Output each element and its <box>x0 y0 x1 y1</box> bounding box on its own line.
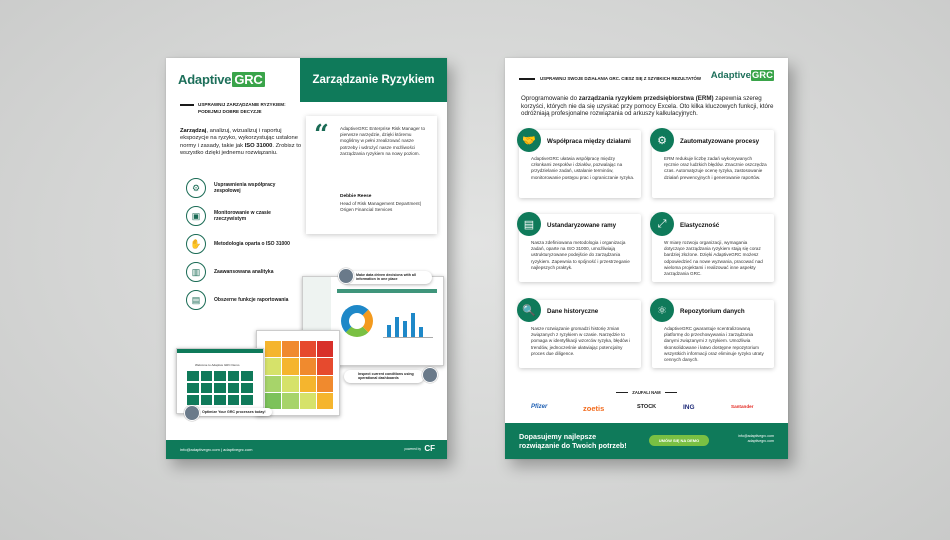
footer-contact: info@adaptivegrc.com adaptivegrc.com <box>738 434 774 443</box>
footer-headline: Dopasujemy najlepsze rozwiązanie do Twoich potrzeb! <box>519 432 627 450</box>
adaptivegrc-logo: AdaptiveGRC <box>710 70 773 81</box>
feature-item: ✋ Metodologia oparta o ISO 31000 <box>186 234 294 254</box>
feature-item: ▥ Zaawansowana analityka <box>186 262 294 282</box>
santander-logo: Santander <box>731 404 754 409</box>
analytics-icon: ▥ <box>186 262 206 282</box>
left-footer: info@adaptivegrc.com | adaptivegrc.com powered by CF <box>166 440 447 459</box>
avatar <box>184 405 200 421</box>
callout-tag: Make data driven decisions with all information in one place <box>342 271 432 284</box>
chart-icon: ▤ <box>517 212 541 236</box>
feature-item: ▣ Monitorowanie w czasie rzeczywistym <box>186 206 294 226</box>
ing-logo: ING <box>683 404 695 411</box>
report-icon: ▤ <box>186 290 206 310</box>
gears-icon: ⚙ <box>186 178 206 198</box>
section-kicker: USPRAWNIJ SWOJE DZIAŁANIA GRC. CIESZ SIĘ Z SZYBKICH REZULTATÓW <box>519 76 701 81</box>
intro-paragraph: Oprogramowanie do zarządzania ryzykiem przedsiębiorstwa (ERM) zapewnia szereg korzyści, których nie da się uzyskać przy pomocy Excela. Oto kilka kluczowych funkcji, które odróżniają profesjonalne rozwiązania od arkuszy kalkulacyjnych. <box>521 95 774 118</box>
feature-card: 🤝 Współpraca między działami AdaptiveGRC ułatwia współpracę między członkami zespołów i działów, pozwalając na przydzielanie zadań, ustalanie terminów, monitorowanie postępu prac i ograniczanie ryzyka. <box>519 130 641 198</box>
hand-chart-icon: ✋ <box>186 234 206 254</box>
cf-logo: CF <box>424 444 435 453</box>
avatar <box>422 367 438 383</box>
section-kicker: USPRAWNIJ ZARZĄDZANIE RYZYKIEM: PODEJMIJ DOBRE DECYZJE <box>180 102 286 115</box>
adaptivegrc-logo: Adaptive GRC <box>178 72 263 87</box>
callout-tag: Inspect current conditions using operational dashboards <box>344 370 424 383</box>
right-flyer-page <box>505 58 788 459</box>
page-title-banner: Zarządzanie Ryzykiem <box>300 58 447 102</box>
zoetis-logo: zoetis <box>583 404 605 413</box>
welcome-screenshot: Welcome to Adaptive GRC Demo <box>176 348 264 414</box>
stock-logo: STOCK <box>637 404 657 410</box>
feature-item: ⚙ Usprawnienia współpracy zespołowej <box>186 178 294 198</box>
network-icon: ⚛ <box>650 298 674 322</box>
feature-card: ⚛ Repozytorium danych AdaptiveGRC gwarantuje scentralizowaną platformę do przechowywania i zarządzania danymi związanymi z ryzykiem. Umożliwia skonsolidowane i łatwo dostępne repozytorium wszystkich informacji oraz eliminuje ryzyko utraty cennych danych. <box>652 300 774 368</box>
pfizer-logo: Pfizer <box>531 404 548 410</box>
trusted-heading: ZAUFALI NAM <box>505 390 788 395</box>
right-footer <box>505 423 788 459</box>
quote-mark-icon: “ <box>314 120 329 150</box>
feature-card: ⚙ Zautomatyzowane procesy ERM redukuje liczbę zadań wykonywanych ręcznie oraz ludzkich błędów. Znacznie oszczędza czas. Automatyzuje ocenę ryzyka, zastosowanie działań prewencyjnych i generowanie raportów. <box>652 130 774 198</box>
handshake-icon: 🤝 <box>517 128 541 152</box>
feature-card: ▤ Ustandaryzowane ramy Nasza zdefiniowana metodologia i organizacja zadań, oparte na ISO 31000, umożliwiają ustrukturyzowane podejście do zarządzania ryzykiem. Zapewnia to spójność i przestrzeganie najlepszych praktyk. <box>519 214 641 282</box>
testimonial-role: Head of Risk Management Department| Origen Financial Services <box>340 201 421 213</box>
monitor-icon: ▣ <box>186 206 206 226</box>
book-demo-button[interactable]: UMÓW SIĘ NA DEMO <box>649 435 709 446</box>
left-flyer-page <box>166 58 447 459</box>
magnifier-icon: 🔍 <box>517 298 541 322</box>
expand-icon: ⤢ <box>650 212 674 236</box>
testimonial-name: Debbie Reese <box>340 194 372 199</box>
gear-icon: ⚙ <box>650 128 674 152</box>
callout-tag: Optimize Your GRC processes today! <box>188 408 272 416</box>
donut-chart-icon <box>341 305 373 337</box>
feature-item: ▤ Obszerne funkcje raportowania <box>186 290 294 310</box>
testimonial-text: AdaptiveGRC Enterprise Risk Manager to pierwsze narzędzie, dzięki któremu mogliśmy w pełni zrealizować nasze potrzeby i wdrożyć nasze możliwości zarządzania ryzykiem na nowy poziom. <box>340 126 426 156</box>
risk-heatmap-screenshot <box>256 330 340 416</box>
feature-card: ⤢ Elastyczność W miarę rozwoju organizacji, wymagania dotyczące zarządzania ryzykiem stają się coraz bardziej złożone. Dzięki AdaptiveGRC możesz odpowiedzieć na nowe wyzwania, pracować nad wieloma projektami i realizować inne aspekty zarządzania GRC. <box>652 214 774 282</box>
testimonial-card <box>306 116 437 234</box>
avatar <box>338 268 354 284</box>
feature-card: 🔍 Dane historyczne Nasze rozwiązanie gromadzi historię zmian związanych z ryzykiem w czasie. Narzędzie to pomaga w identyfikacji wzorców ryzyka, błędów i trendów, jednocześnie ułatwiając potencjalny proces due diligence. <box>519 300 641 368</box>
intro-paragraph: Zarządzaj, analizuj, wizualizuj i raportuj ekspozycje na ryzyko, wykorzystując ustalone normy i zasady, takie jak ISO 31000. Zrobisz to wszystko dzięki jednemu rozwiązaniu. <box>180 128 302 157</box>
